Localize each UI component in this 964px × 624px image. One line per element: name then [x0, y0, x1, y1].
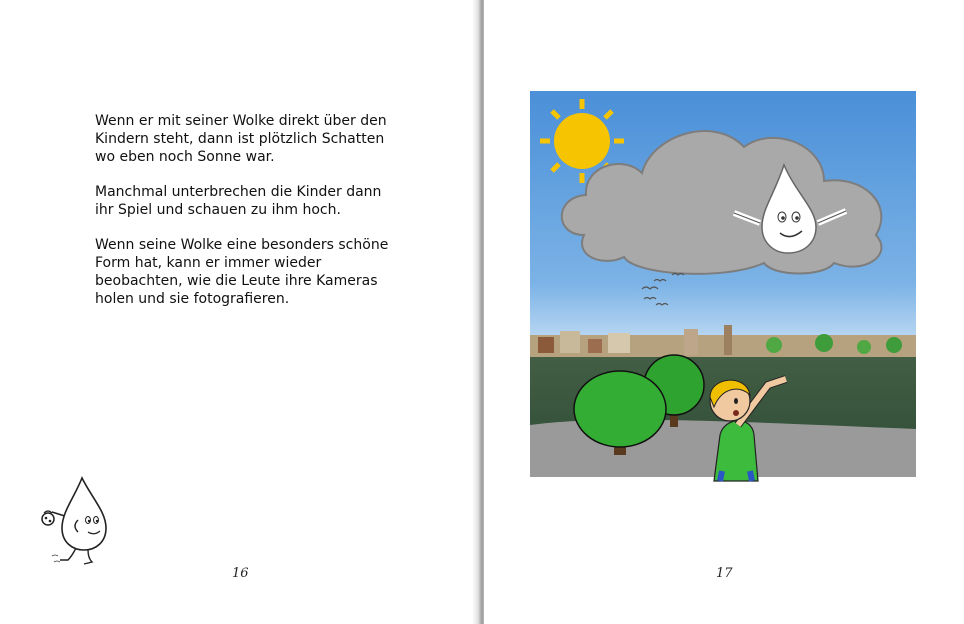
paragraph-3: Wenn seine Wolke eine besonders schöne Form hat, kann er immer wieder beobachten, wie die Leute ihre Kameras holen und sie fotografieren.	[95, 237, 389, 307]
page-number-right: 17	[716, 566, 733, 581]
raindrop-character-icon	[22, 470, 132, 570]
story-illustration	[524, 85, 922, 483]
story-text	[95, 112, 415, 325]
left-page	[0, 0, 480, 624]
paragraph-2: Manchmal unterbrechen die Kinder dann ihr Spiel und schauen zu ihm hoch.	[95, 184, 382, 218]
paragraph-1: Wenn er mit seiner Wolke direkt über den Kindern steht, dann ist plötzlich Schatten wo eben noch Sonne war.	[95, 113, 387, 165]
page-number-left: 16	[232, 566, 249, 581]
